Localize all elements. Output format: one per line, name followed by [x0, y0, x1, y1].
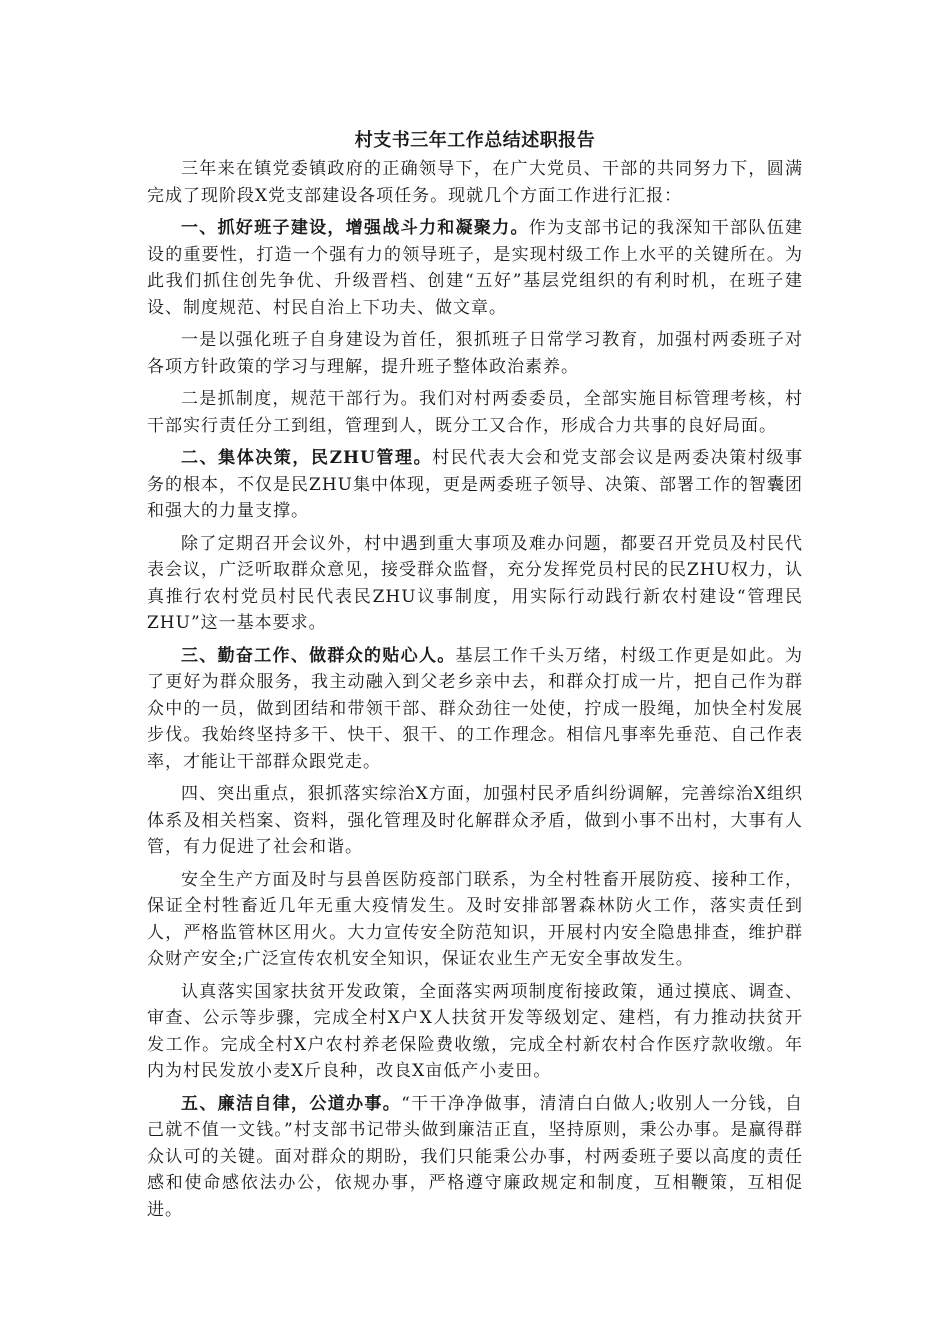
section-heading: 二、集体决策，民ZHU管理。 — [181, 448, 433, 468]
paragraph-poverty — [147, 979, 803, 1085]
paragraph-text: 作为支部书记的我深知干部队伍建设的重要性，打造一个强有力的领导班子，是实现村级工作上水平的关键所在。为此我们抓住创先争优、升级晋档、创建“五好”基层党组织的有利时机，在班子建设、制度规范、村民自治上下功夫、做文章。 — [147, 218, 804, 318]
section-heading: 三、勤奋工作、做群众的贴心人。 — [181, 645, 456, 666]
paragraph-text: 一是以强化班子自身建设为首任，狠抓班子日常学习教育，加强村两委班子对各项方针政策的学习与理解，提升班子整体政治素养。 — [147, 330, 803, 377]
paragraph-section-4 — [147, 781, 803, 861]
paragraph-text: 安全生产方面及时与县兽医防疫部门联系，为全村牲畜开展防疫、接种工作，保证全村牲畜近几年无重大疫情发生。及时安排部署森林防火工作，落实责任到人，严格监管林区用火。大力宣传安全防范知识，开展村内安全隐患排查，维护群众财产安全;广泛宣传农机安全知识，保证农业生产无安全事故发生。 — [147, 869, 803, 969]
section-heading: 一、抓好班子建设，增强战斗力和凝聚力。 — [181, 218, 529, 238]
paragraph-section-2 — [147, 445, 803, 525]
paragraph-text: 二是抓制度，规范干部行为。我们对村两委委员，全部实施目标管理考核，村干部实行责任分工到组，管理到人，既分工又合作，形成合力共事的良好局面。 — [147, 389, 803, 436]
paragraph-section-3 — [147, 643, 803, 776]
paragraph-text: 村民代表大会和党支部会议是两委决策村级事务的根本，不仅是民ZHU集中体现，更是两委班子领导、决策、部署工作的智囊团和强大的力量支撑。 — [147, 448, 804, 521]
paragraph-point-2 — [147, 386, 803, 439]
document-title: 村支书三年工作总结述职报告 — [354, 130, 596, 151]
paragraph-section-5 — [147, 1091, 803, 1224]
document-body — [147, 128, 803, 1229]
paragraph-intro — [147, 156, 803, 209]
paragraph-text: 三年来在镇党委镇政府的正确领导下，在广大党员、干部的共同努力下，圆满完成了现阶段X党支部建设各项任务。现就几个方面工作进行汇报： — [147, 159, 803, 206]
paragraph-point-1 — [147, 327, 803, 380]
section-heading: 五、廉洁自律，公道办事。 — [181, 1093, 402, 1114]
paragraph-text: 认真落实国家扶贫开发政策，全面落实两项制度衔接政策，通过摸底、调查、审查、公示等步骤，完成全村X户X人扶贫开发等级划定、建档，有力推动扶贫开发工作。完成全村X户农村养老保险费收缴，完成全村新农村合作医疗款收缴。年内为村民发放小麦X斤良种，改良X亩低产小麦田。 — [147, 981, 803, 1081]
paragraph-text: 除了定期召开会议外，村中遇到重大事项及难办问题，都要召开党员及村民代表会议，广泛听取群众意见，接受群众监督，充分发挥党员村民的民ZHU权力，认真推行农村党员村民代表民ZHU议事制度，用实际行动践行新农村建设“管理民ZHU”这一基本要求。 — [147, 533, 803, 633]
paragraph-text: 四、突出重点，狠抓落实综治X方面，加强村民矛盾纠纷调解，完善综治X组织体系及相关档案、资料，强化管理及时化解群众矛盾，做到小事不出村，大事有人管，有力促进了社会和谐。 — [147, 784, 803, 857]
paragraph-section-1 — [147, 215, 803, 321]
paragraph-meetings — [147, 531, 803, 637]
paragraph-text: “干干净净做事，清清白白做人;收别人一分钱，自己就不值一文钱。”村支部书记带头做到廉洁正直，坚持原则，秉公办事。是赢得群众认可的关键。面对群众的期盼，我们只能秉公办事，村两委班子要以高度的责任感和使命感依法办公，依规办事，严格遵守廉政规定和制度，互相鞭策，互相促进。 — [147, 1093, 804, 1220]
paragraph-safety — [147, 867, 803, 973]
paragraph-text: 基层工作千头万绪，村级工作更是如此。为了更好为群众服务，我主动融入到父老乡亲中去，和群众打成一片，把自己作为群众中的一员，做到团结和带领干部、群众劲往一处使，拧成一股绳，加快全村发展步伐。我始终坚持多干、快干、狠干、的工作理念。相信凡事率先垂范、自己作表率，才能让干部群众跟党走。 — [147, 645, 804, 772]
